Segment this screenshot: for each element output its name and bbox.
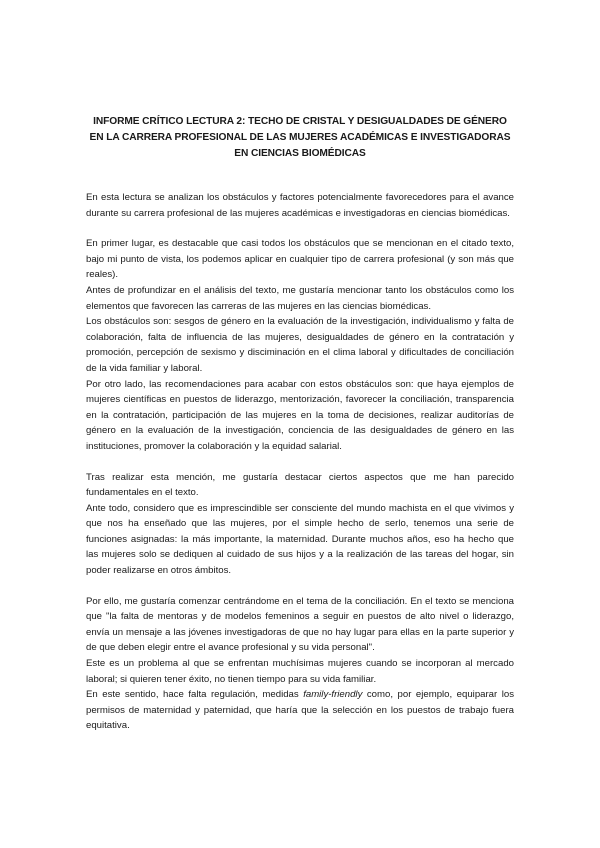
paragraph-obstacles: Los obstáculos son: sesgos de género en la evaluación de la investigación, individualismo y falta de colaboración, falta de influencia de las mujeres, desigualdades de género en la contratación y promoción, percepción de sexismo y disciminación en el clima laboral y dificultades de conciliación de la vida familiar y laboral. (86, 316, 514, 374)
paragraph-first-point: En primer lugar, es destacable que casi todos los obstáculos que se mencionan en el citado texto, bajo mi punto de vista, los podemos aplicar en cualquier tipo de carrera profesional (y son más que reales). (86, 238, 514, 281)
regulation-text-after: como, por ejemplo, equiparar los permisos de maternidad y paternidad, que haría que la selección en los puestos de trabajo fuera equitativa. (86, 689, 514, 732)
paragraph-mention: Tras realizar esta mención, me gustaría destacar ciertos aspectos que me han parecido fundamentales en el texto. (86, 471, 514, 499)
paragraph-problem: Este es un problema al que se enfrentan muchísimas mujeres cuando se incorporan al mercado laboral; si quieren tener éxito, no tienen tiempo para su vida familiar. (86, 658, 514, 685)
paragraph-before-analysis: Antes de profundizar en el análisis del texto, me gustaría mencionar tanto los obstáculos como los elementos que favorecen las carreras de las mujeres en las ciencias biomédicas. (86, 284, 514, 312)
document-title: INFORME CRÍTICO LECTURA 2: TECHO DE CRISTAL Y DESIGUALDADES DE GÉNERO EN LA CARRERA PROFESIONAL DE LAS MUJERES ACADÉMICAS E INVESTIGADORAS EN CIENCIAS BIOMÉDICAS (89, 116, 511, 159)
paragraph-gap (86, 455, 514, 470)
paragraph-regulation (86, 687, 514, 734)
paragraph-conciliation: Por ello, me gustaría comenzar centrándome en el tema de la conciliación. En el texto se menciona que "la falta de mentoras y de modelos femeninos a seguir en puestos de alto nivel o liderazgo, envía un mensaje a las jóvenes investigadoras de que no hay lugar para ellas en la parte superior y de que deben elegir entre el avance profesional y su vida personal". (86, 595, 514, 654)
regulation-text-before: En este sentido, hace falta regulación, medidas (86, 689, 304, 701)
paragraph-gap (86, 579, 514, 594)
paragraph-recommendations: Por otro lado, las recomendaciones para acabar con estos obstáculos son: que haya ejemplos de mujeres científicas en puestos de liderazgo, mentorización, favorecer la conciliación, transparencia en la contratación, participación de las mujeres en la toma de decisiones, realizar auditorías de género en la evaluación de la investigación, conciencia de las desigualdades de género en las instituciones, promover la colaboración y la equidad salarial. (86, 378, 514, 452)
family-friendly-emphasis: family-friendly (303, 689, 363, 701)
paragraph-gap (86, 221, 514, 236)
paragraph-intro: En esta lectura se analizan los obstáculos y factores potencialmente favorecedores para el avance durante su carrera profesional de las mujeres académicas e investigadoras en ciencias biomédicas. (86, 192, 514, 219)
paragraph-machismo: Ante todo, considero que es imprescindible ser consciente del mundo machista en el que vivimos y que nos ha enseñado que las mujeres, por el simple hecho de serlo, tenemos una serie de funciones asignadas: la más importante, la maternidad. Durante muchos años, eso ha hecho que las mujeres solo se dediquen al cuidado de sus hijos y a la realización de las tareas del hogar, sin poder realizarse en otros ámbitos. (86, 502, 514, 577)
